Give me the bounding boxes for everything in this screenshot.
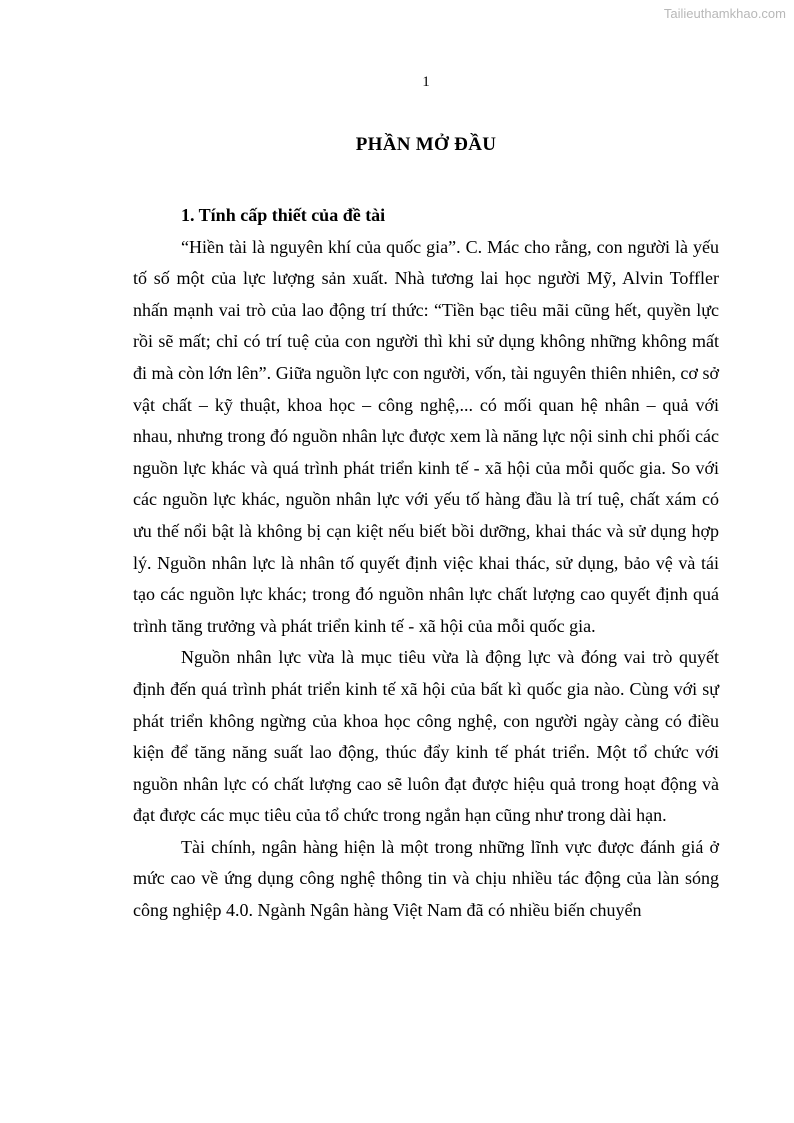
section-heading: 1. Tính cấp thiết của đề tài [181, 205, 386, 225]
page-title: PHẦN MỞ ĐẦU [355, 134, 497, 155]
page-number: 1 [422, 74, 430, 90]
document-body [133, 200, 719, 927]
watermark: Tailieuthamkhao.com [663, 6, 786, 21]
paragraph-3: Tài chính, ngân hàng hiện là một trong những lĩnh vực được đánh giá ở mức cao về ứng dụng công nghệ thông tin và chịu nhiều tác động của làn sóng công nghiệp 4.0. Ngành Ngân hàng Việt Nam đã có nhiều biến chuyển [133, 836, 719, 921]
paragraph-1: “Hiền tài là nguyên khí của quốc gia”. C. Mác cho rằng, con người là yếu tố số một của lực lượng sản xuất. Nhà tương lai học người Mỹ, Alvin Toffler nhấn mạnh vai trò của lao động trí thức: “Tiền bạc tiêu mãi cũng hết, quyền lực rồi sẽ mất; chỉ có trí tuệ của con người thì khi sử dụng không những không mất đi mà còn lớn lên”. Giữa nguồn lực con người, vốn, tài nguyên thiên nhiên, cơ sở vật chất – kỹ thuật, khoa học – công nghệ,... có mối quan hệ nhân – quả với nhau, nhưng trong đó nguồn nhân lực được xem là năng lực nội sinh chi phối các nguồn lực khác và quá trình phát triển kinh tế - xã hội của mỗi quốc gia. So với các nguồn lực khác, nguồn nhân lực với yếu tố hàng đầu là trí tuệ, chất xám có ưu thế nổi bật là không bị cạn kiệt nếu biết bồi dưỡng, khai thác và sử dụng hợp lý. Nguồn nhân lực là nhân tố quyết định việc khai thác, sử dụng, bảo vệ và tái tạo các nguồn lực khác; trong đó nguồn nhân lực chất lượng cao quyết định quá trình tăng trưởng và phát triển kinh tế - xã hội của mỗi quốc gia. [133, 236, 719, 636]
paragraph-2: Nguồn nhân lực vừa là mục tiêu vừa là động lực và đóng vai trò quyết định đến quá trình phát triển kinh tế xã hội của bất kì quốc gia nào. Cùng với sự phát triển không ngừng của khoa học công nghệ, con người ngày càng có điều kiện để tăng năng suất lao động, thúc đẩy kinh tế phát triển. Một tổ chức với nguồn nhân lực có chất lượng cao sẽ luôn đạt được hiệu quả trong hoạt động và đạt được các mục tiêu của tổ chức trong ngắn hạn cũng như trong dài hạn. [133, 647, 719, 826]
